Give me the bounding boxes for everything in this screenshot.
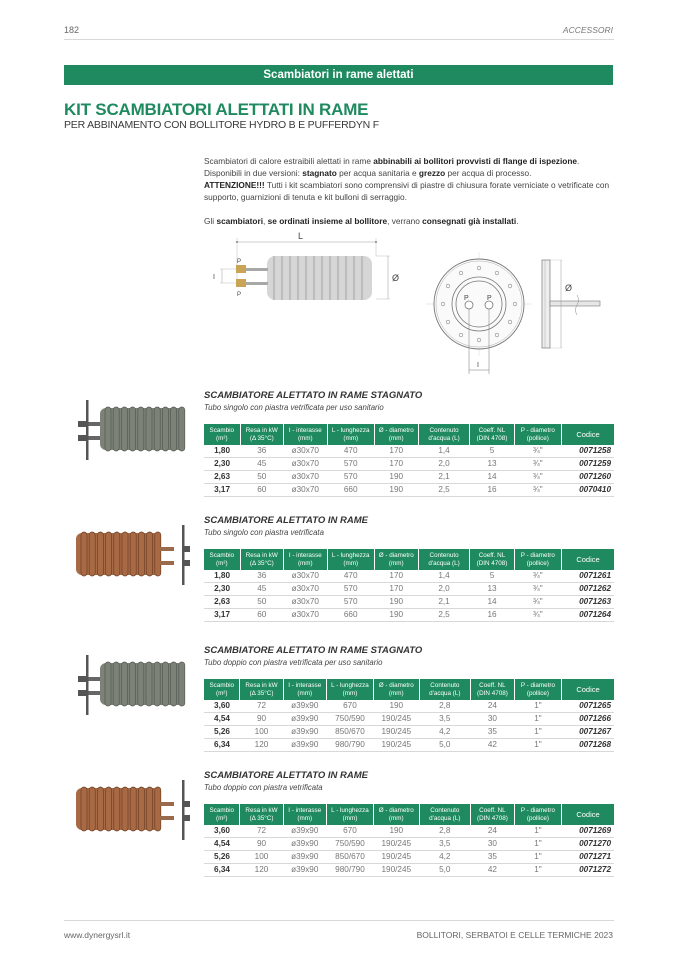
table-cell: 190/245: [373, 838, 419, 851]
flange-diameter-label: Ø: [565, 283, 573, 293]
table-cell: 190/245: [373, 851, 419, 864]
table-cell: 980/790: [326, 739, 373, 752]
table-cell: 2,63: [204, 596, 240, 609]
table-cell: 60: [240, 484, 283, 497]
column-header: Contenuto d'acqua (L): [418, 424, 470, 445]
flange-interaxis-label: I: [477, 362, 479, 369]
table-cell: 470: [327, 445, 374, 458]
table-cell: 190: [374, 609, 418, 622]
column-header: Codice: [562, 679, 615, 700]
table-header-row: [204, 804, 614, 825]
table-cell: ¾": [514, 484, 561, 497]
table-cell: 170: [374, 570, 418, 583]
table-row: [204, 726, 614, 739]
section-label: ACCESSORI: [562, 25, 613, 35]
table-cell: ø30x70: [283, 583, 327, 596]
column-header: I - interasse (mm): [283, 804, 326, 825]
column-header: Scambio (m²): [204, 549, 240, 570]
table-cell: ø39x90: [283, 700, 326, 713]
table-cell: 45: [240, 458, 283, 471]
intro-text-run: per acqua di processo.: [445, 168, 532, 178]
column-header: Coeff. NL (DIN 4708): [471, 804, 515, 825]
table-cell: ø30x70: [283, 445, 327, 458]
table-cell: 72: [240, 825, 283, 838]
column-header: I - interasse (mm): [283, 549, 327, 570]
column-header: L - lunghezza (mm): [326, 679, 373, 700]
intro-paragraph-3: [204, 179, 624, 203]
table-cell: 5: [470, 445, 514, 458]
table-cell: 2,8: [419, 825, 470, 838]
table-cell: 45: [240, 583, 283, 596]
port-label-top: P: [237, 259, 242, 265]
table-cell: 670: [326, 825, 373, 838]
table-cell: 16: [470, 609, 514, 622]
table-row: [204, 445, 614, 458]
product-code: 0071258: [562, 445, 615, 458]
table-cell: 190/245: [373, 726, 419, 739]
spec-table: [204, 804, 614, 877]
column-header: Ø - diametro (mm): [373, 804, 419, 825]
table-cell: 1": [514, 864, 561, 877]
intro-bold-run: scambiatori: [216, 216, 264, 226]
table-cell: 24: [471, 825, 515, 838]
table-cell: 850/670: [326, 726, 373, 739]
table-cell: 1,4: [418, 570, 470, 583]
table-cell: 1": [514, 713, 561, 726]
table-cell: 2,0: [418, 458, 470, 471]
table-cell: 4,54: [204, 713, 240, 726]
table-cell: 1": [514, 851, 561, 864]
product-subtitle: Tubo doppio con piastra vetrificata: [204, 783, 323, 792]
table-cell: ¾": [514, 445, 561, 458]
column-header: Resa in kW (Δ 35°C): [240, 549, 283, 570]
intro-bold-run: consegnati già installati: [422, 216, 517, 226]
product-code: 0071271: [562, 851, 615, 864]
table-cell: 3,5: [419, 838, 470, 851]
table-cell: 2,63: [204, 471, 240, 484]
intro-text-run: Scambiatori di calore estraibili alettati in rame: [204, 156, 374, 166]
intro-bold-run: abbinabili ai bollitori provvisti di flange di ispezione: [373, 156, 578, 166]
diameter-label: Ø: [392, 273, 400, 283]
table-cell: 5,26: [204, 726, 240, 739]
table-cell: 120: [240, 864, 283, 877]
copper-coil-image: [64, 768, 194, 863]
table-cell: 3,60: [204, 825, 240, 838]
table-row: [204, 864, 614, 877]
table-cell: ¾": [514, 570, 561, 583]
column-header: Resa in kW (Δ 35°C): [240, 679, 283, 700]
product-code: 0071259: [562, 458, 615, 471]
table-cell: 90: [240, 838, 283, 851]
table-cell: 13: [470, 583, 514, 596]
product-title: SCAMBIATORE ALETTATO IN RAME STAGNATO: [204, 390, 423, 401]
table-cell: 190: [374, 484, 418, 497]
table-cell: ø30x70: [283, 484, 327, 497]
product-title: SCAMBIATORE ALETTATO IN RAME: [204, 515, 368, 526]
table-cell: ø39x90: [283, 825, 326, 838]
spec-table: [204, 549, 614, 622]
product-code: 0071262: [562, 583, 615, 596]
column-header: P - diametro (pollice): [514, 804, 561, 825]
product-code: 0071267: [562, 726, 615, 739]
table-cell: 100: [240, 726, 283, 739]
column-header: P - diametro (pollice): [514, 549, 561, 570]
table-cell: 1": [514, 726, 561, 739]
column-header: Contenuto d'acqua (L): [419, 679, 470, 700]
table-row: [204, 471, 614, 484]
table-cell: 35: [471, 851, 515, 864]
table-row: [204, 700, 614, 713]
tinned-coil-image: [64, 388, 194, 483]
tinned-coil-image: [64, 643, 194, 738]
table-cell: 4,2: [419, 726, 470, 739]
intro-text-run: Disponibili in due versioni:: [204, 168, 303, 178]
column-header: Contenuto d'acqua (L): [418, 549, 470, 570]
product-title: SCAMBIATORE ALETTATO IN RAME: [204, 770, 368, 781]
table-cell: ¾": [514, 609, 561, 622]
table-header-row: [204, 549, 614, 570]
column-header: L - lunghezza (mm): [327, 424, 374, 445]
product-code: 0071264: [562, 609, 615, 622]
product-code: 0071268: [562, 739, 615, 752]
table-row: [204, 484, 614, 497]
table-cell: 1,80: [204, 570, 240, 583]
intro-text-run: .: [516, 216, 519, 226]
intro-bold-run: grezzo: [418, 168, 446, 178]
table-cell: 36: [240, 445, 283, 458]
intro-text-run: , verrano: [387, 216, 423, 226]
flange-port-label-left: P: [464, 295, 469, 302]
table-cell: 170: [374, 583, 418, 596]
column-header: Scambio (m²): [204, 424, 240, 445]
copper-coil-image: [64, 513, 194, 608]
product-code: 0071269: [562, 825, 615, 838]
table-cell: 750/590: [326, 838, 373, 851]
table-cell: ¾": [514, 471, 561, 484]
table-cell: 2,1: [418, 596, 470, 609]
table-cell: 1,80: [204, 445, 240, 458]
table-row: [204, 458, 614, 471]
product-title: SCAMBIATORE ALETTATO IN RAME STAGNATO: [204, 645, 423, 656]
table-cell: 660: [327, 484, 374, 497]
column-header: L - lunghezza (mm): [327, 549, 374, 570]
table-cell: 3,5: [419, 713, 470, 726]
column-header: Ø - diametro (mm): [374, 424, 418, 445]
column-header: Ø - diametro (mm): [374, 549, 418, 570]
intro-paragraph-2: [204, 167, 624, 179]
table-cell: ¾": [514, 596, 561, 609]
table-cell: 190: [374, 596, 418, 609]
flange-port-label-right: P: [487, 295, 492, 302]
column-header: Ø - diametro (mm): [373, 679, 419, 700]
intro-text-run: .: [577, 156, 580, 166]
table-cell: 24: [471, 700, 515, 713]
table-row: [204, 713, 614, 726]
footer-divider: [64, 920, 614, 921]
table-cell: 4,2: [419, 851, 470, 864]
table-cell: ø30x70: [283, 609, 327, 622]
table-cell: 50: [240, 596, 283, 609]
table-cell: 4,54: [204, 838, 240, 851]
column-header: Codice: [562, 549, 615, 570]
table-cell: ¾": [514, 583, 561, 596]
product-subtitle: Tubo singolo con piastra vetrificata per uso sanitario: [204, 403, 384, 412]
table-header-row: [204, 679, 614, 700]
page-title: KIT SCAMBIATORI ALETTATI IN RAME: [64, 100, 369, 119]
table-cell: ø30x70: [283, 570, 327, 583]
column-header: Codice: [562, 424, 615, 445]
table-cell: 980/790: [326, 864, 373, 877]
column-header: Scambio (m²): [204, 679, 240, 700]
table-row: [204, 609, 614, 622]
table-row: [204, 851, 614, 864]
table-cell: 470: [327, 570, 374, 583]
table-cell: 1": [514, 825, 561, 838]
interaxis-label: I: [213, 274, 215, 281]
table-cell: 190/245: [373, 864, 419, 877]
table-row: [204, 739, 614, 752]
port-label-bottom: P: [237, 292, 242, 298]
intro-text: [204, 155, 624, 227]
table-cell: 5,0: [419, 739, 470, 752]
table-cell: 570: [327, 458, 374, 471]
table-cell: 2,30: [204, 583, 240, 596]
technical-drawings: [200, 228, 620, 378]
product-code: 0071270: [562, 838, 615, 851]
product-subtitle: Tubo doppio con piastra vetrificata per uso sanitario: [204, 658, 383, 667]
table-cell: 2,5: [418, 484, 470, 497]
column-header: P - diametro (pollice): [514, 424, 561, 445]
intro-text-run: per acqua sanitaria e: [336, 168, 419, 178]
table-cell: 5: [470, 570, 514, 583]
table-cell: 2,0: [418, 583, 470, 596]
footer-website[interactable]: www.dynergysrl.it: [64, 930, 131, 940]
table-cell: 35: [471, 726, 515, 739]
column-header: Resa in kW (Δ 35°C): [240, 804, 283, 825]
table-cell: ø39x90: [283, 851, 326, 864]
header-divider: [64, 39, 614, 40]
table-cell: 2,1: [418, 471, 470, 484]
table-cell: 190: [373, 825, 419, 838]
table-row: [204, 570, 614, 583]
table-cell: 1": [514, 700, 561, 713]
product-code: 0071265: [562, 700, 615, 713]
table-cell: 36: [240, 570, 283, 583]
column-header: Coeff. NL (DIN 4708): [471, 679, 515, 700]
table-cell: ø30x70: [283, 471, 327, 484]
table-cell: 50: [240, 471, 283, 484]
table-cell: ø39x90: [283, 838, 326, 851]
intro-bold-run: stagnato: [302, 168, 337, 178]
table-cell: 190: [374, 471, 418, 484]
product-subtitle: Tubo singolo con piastra vetrificata: [204, 528, 324, 537]
column-header: Codice: [562, 804, 615, 825]
page-subtitle: PER ABBINAMENTO CON BOLLITORE HYDRO B E PUFFERDYN F: [64, 119, 379, 131]
table-cell: 42: [471, 864, 515, 877]
product-code: 0071266: [562, 713, 615, 726]
product-code: 0071272: [562, 864, 615, 877]
table-cell: ø30x70: [283, 596, 327, 609]
table-cell: 30: [471, 838, 515, 851]
product-code: 0071263: [562, 596, 615, 609]
table-cell: 30: [471, 713, 515, 726]
column-header: I - interasse (mm): [283, 424, 327, 445]
column-header: Coeff. NL (DIN 4708): [470, 549, 514, 570]
table-cell: 14: [470, 471, 514, 484]
side-view-drawing: [213, 231, 399, 300]
table-cell: 2,8: [419, 700, 470, 713]
column-header: I - interasse (mm): [283, 679, 326, 700]
table-cell: 90: [240, 713, 283, 726]
table-cell: 72: [240, 700, 283, 713]
intro-paragraph-1: [204, 155, 624, 167]
table-cell: ø39x90: [283, 864, 326, 877]
table-row: [204, 583, 614, 596]
table-cell: 2,5: [418, 609, 470, 622]
table-cell: 850/670: [326, 851, 373, 864]
column-header: P - diametro (pollice): [514, 679, 561, 700]
spec-table: [204, 679, 614, 752]
product-code: 0071260: [562, 471, 615, 484]
table-cell: 570: [327, 583, 374, 596]
intro-paragraph-4: [204, 215, 624, 227]
table-cell: 16: [470, 484, 514, 497]
table-cell: ø39x90: [283, 726, 326, 739]
table-cell: 5,26: [204, 851, 240, 864]
intro-text-run: Gli: [204, 216, 217, 226]
table-cell: 670: [326, 700, 373, 713]
warning-label: ATTENZIONE!!!: [204, 180, 265, 190]
category-banner: Scambiatori in rame alettati: [64, 65, 613, 85]
table-cell: 190: [373, 700, 419, 713]
table-cell: 170: [374, 458, 418, 471]
column-header: Scambio (m²): [204, 804, 240, 825]
table-cell: 190/245: [373, 713, 419, 726]
column-header: Resa in kW (Δ 35°C): [240, 424, 283, 445]
flange-side-drawing: [542, 260, 600, 348]
table-cell: 100: [240, 851, 283, 864]
table-cell: 3,17: [204, 609, 240, 622]
table-cell: 120: [240, 739, 283, 752]
table-cell: ¾": [514, 458, 561, 471]
table-header-row: [204, 424, 614, 445]
table-cell: 1": [514, 739, 561, 752]
table-cell: 3,17: [204, 484, 240, 497]
table-cell: 570: [327, 471, 374, 484]
intro-text-run: Tutti i kit scambiatori sono comprensivi di piastre di chiusura forate verniciate o vetrificate con supporto, guarnizioni di tenuta e kit bulloni di serraggio.: [204, 180, 610, 202]
table-cell: 1,4: [418, 445, 470, 458]
table-row: [204, 825, 614, 838]
table-cell: ø39x90: [283, 713, 326, 726]
spec-table: [204, 424, 614, 497]
table-cell: 190/245: [373, 739, 419, 752]
table-cell: 42: [471, 739, 515, 752]
table-cell: 14: [470, 596, 514, 609]
length-label: L: [298, 231, 304, 241]
table-cell: ø39x90: [283, 739, 326, 752]
table-row: [204, 596, 614, 609]
column-header: Coeff. NL (DIN 4708): [470, 424, 514, 445]
intro-bold-run: se ordinati insieme al bollitore: [267, 216, 388, 226]
product-code: 0071261: [562, 570, 615, 583]
table-cell: 170: [374, 445, 418, 458]
table-cell: 5,0: [419, 864, 470, 877]
table-cell: 3,60: [204, 700, 240, 713]
table-cell: 2,30: [204, 458, 240, 471]
product-code: 0070410: [562, 484, 615, 497]
table-cell: 6,34: [204, 864, 240, 877]
column-header: Contenuto d'acqua (L): [419, 804, 470, 825]
table-cell: 60: [240, 609, 283, 622]
table-cell: 6,34: [204, 739, 240, 752]
footer-catalog-title: BOLLITORI, SERBATOI E CELLE TERMICHE 2023: [416, 930, 613, 940]
column-header: L - lunghezza (mm): [326, 804, 373, 825]
table-cell: 660: [327, 609, 374, 622]
table-cell: 750/590: [326, 713, 373, 726]
table-cell: 570: [327, 596, 374, 609]
intro-text-run: ,: [263, 216, 268, 226]
table-row: [204, 838, 614, 851]
table-cell: 13: [470, 458, 514, 471]
page-number: 182: [64, 25, 80, 35]
flange-front-drawing: [426, 252, 532, 374]
table-cell: ø30x70: [283, 458, 327, 471]
table-cell: 1": [514, 838, 561, 851]
